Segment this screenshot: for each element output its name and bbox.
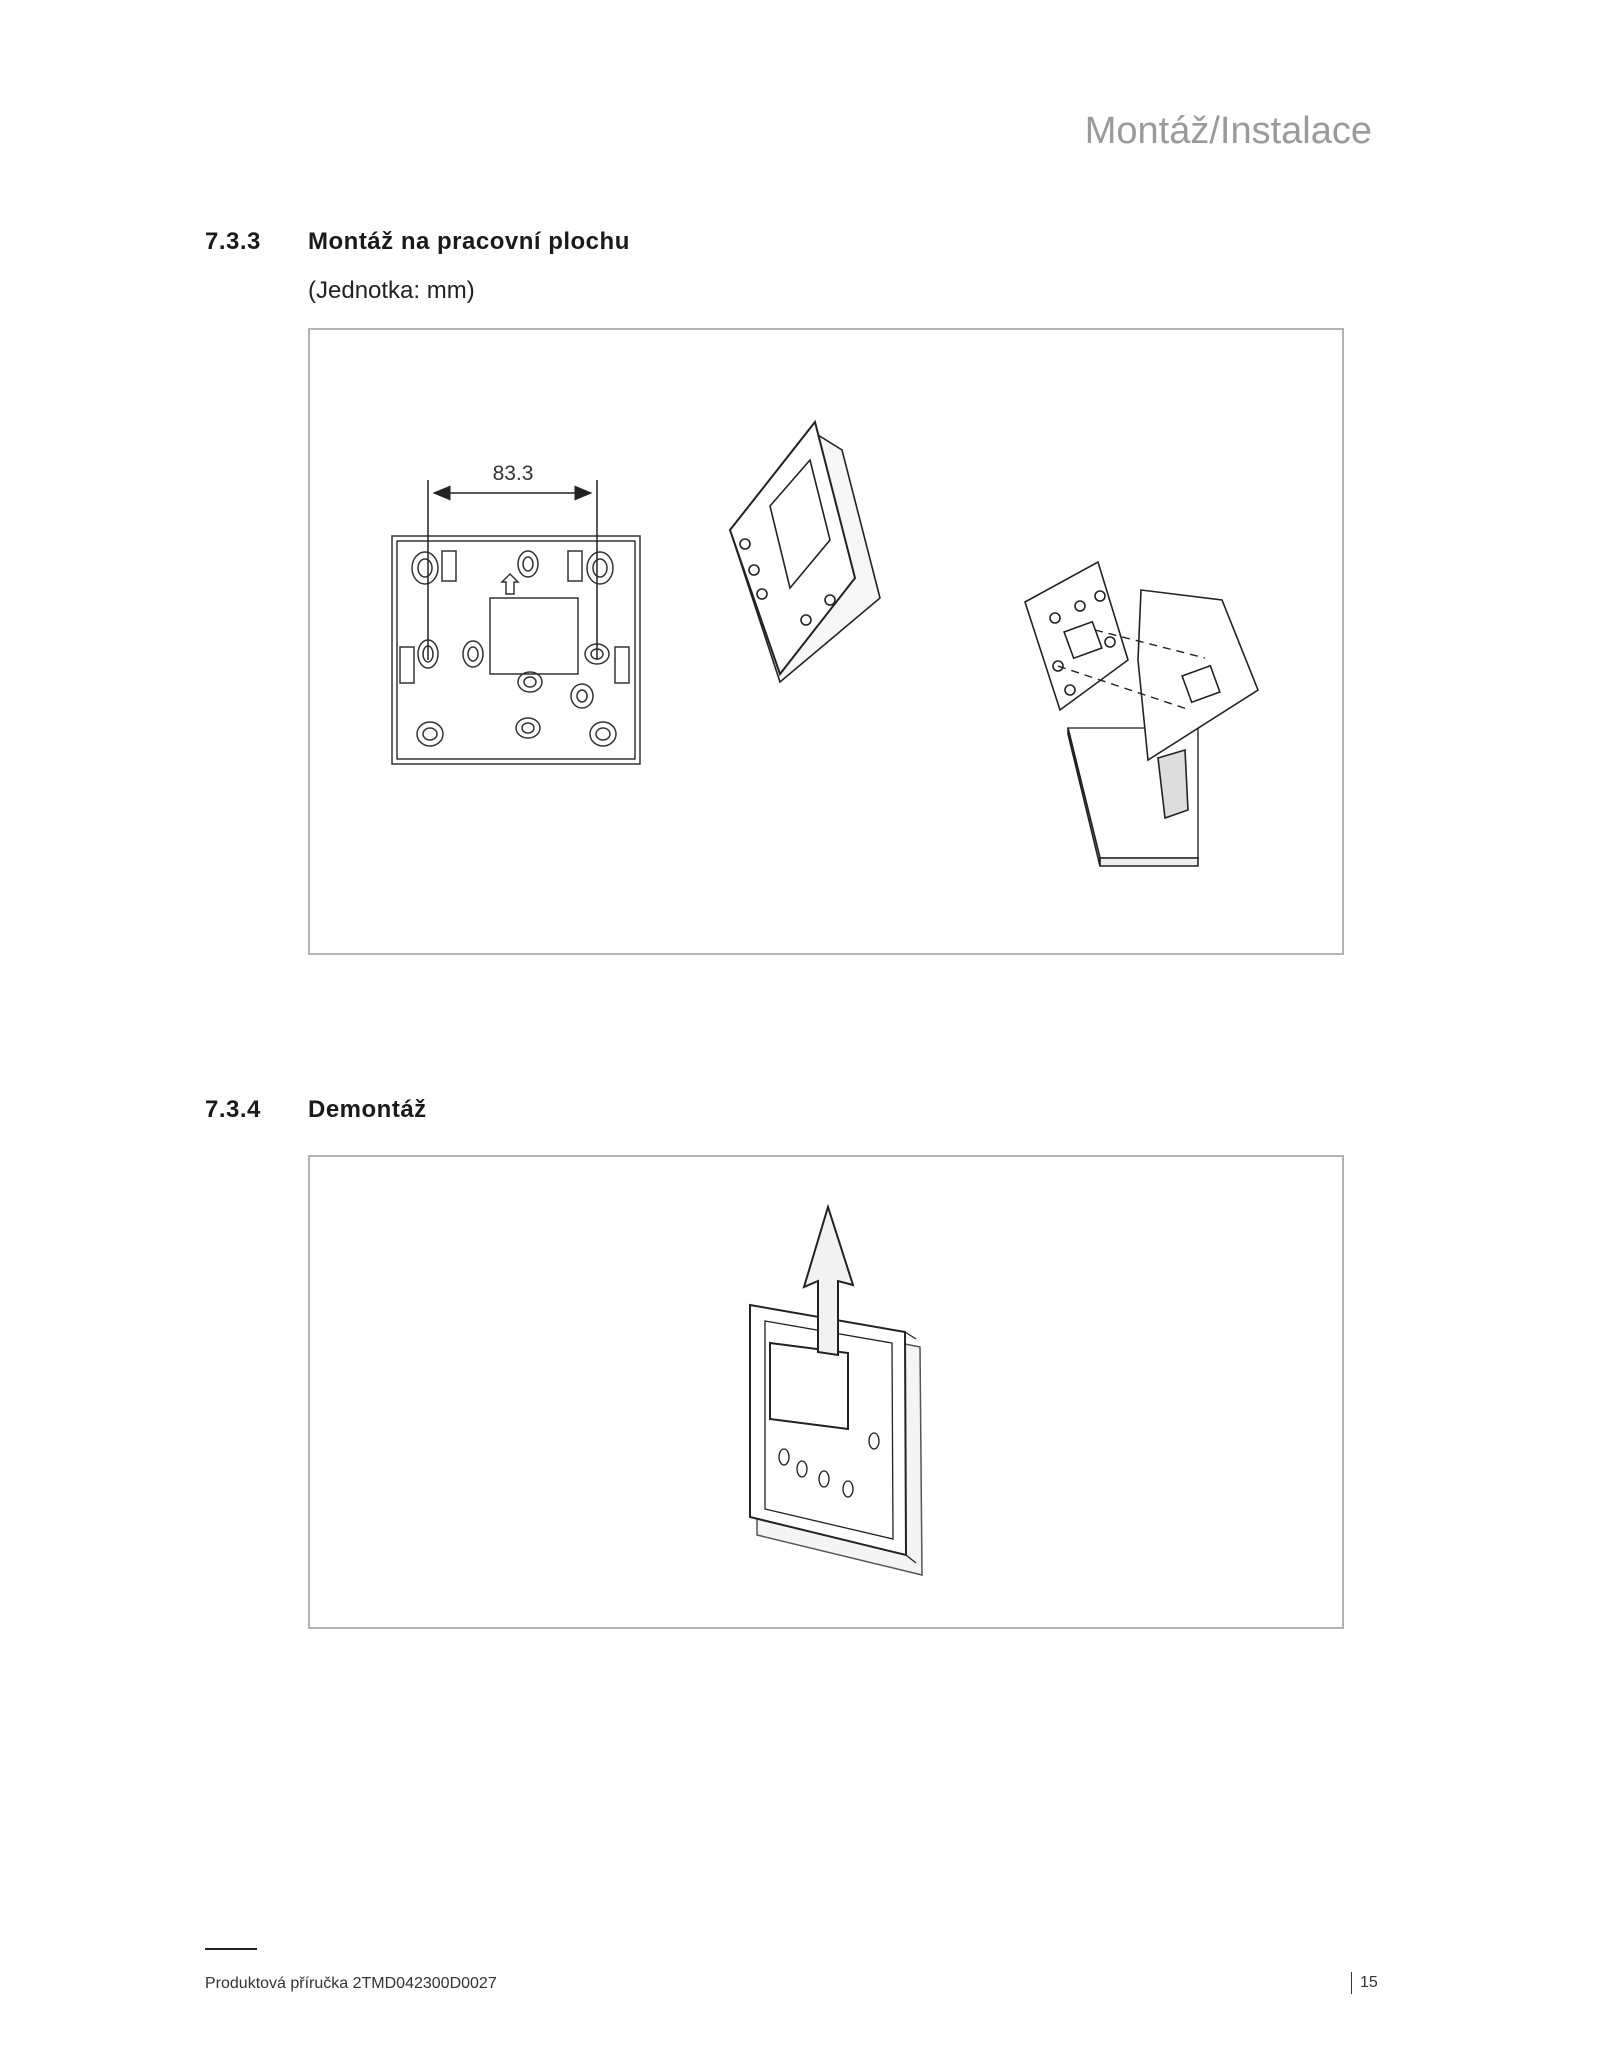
mounting-plate-front-view	[392, 536, 640, 764]
figure-desk-mounting	[308, 328, 1344, 955]
section-number: 7.3.4	[205, 1096, 261, 1123]
page-number: 15	[1351, 1972, 1378, 1994]
page-header-title: Montáž/Instalace	[1084, 110, 1372, 152]
dismounting-illustration	[310, 1157, 1346, 1631]
section-title: Montáž na pracovní plochu	[308, 228, 630, 255]
section-title: Demontáž	[308, 1096, 427, 1123]
dimension-line	[428, 480, 597, 660]
section-number: 7.3.3	[205, 228, 261, 255]
footer-divider	[205, 1948, 257, 1950]
footer-document-label: Produktová příručka 2TMD042300D0027	[205, 1975, 497, 1992]
unit-note: (Jednotka: mm)	[308, 277, 475, 304]
figure-dismounting	[308, 1155, 1344, 1629]
exploded-assembly-view	[730, 422, 1258, 866]
dimension-label: 83.3	[492, 462, 534, 485]
desk-mounting-illustration	[310, 330, 1346, 957]
